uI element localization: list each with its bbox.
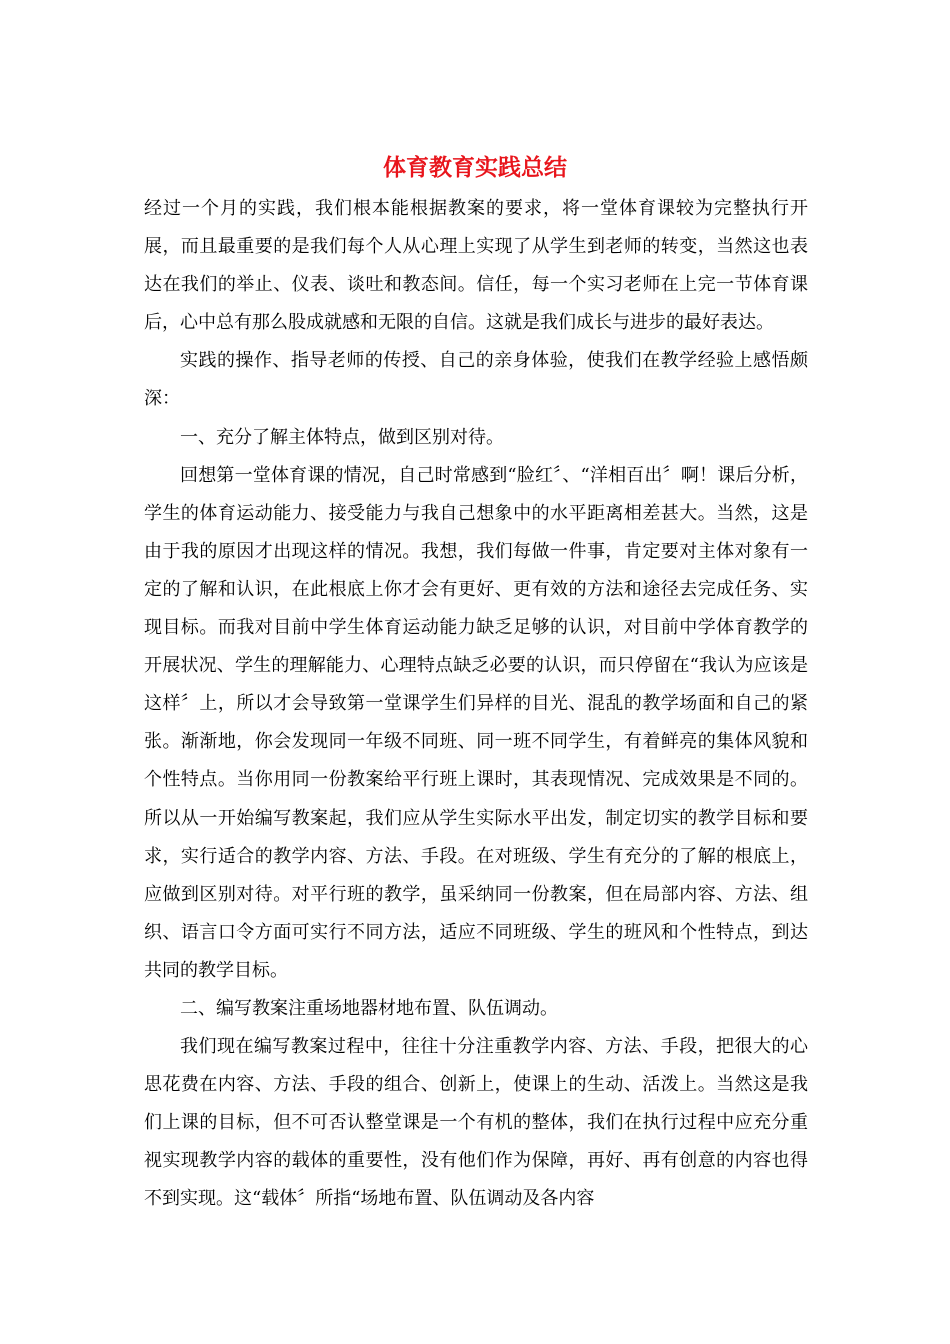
document-body — [144, 190, 808, 1219]
section-heading: 一、充分了解主体特点，做到区别对待。 — [180, 426, 504, 448]
paragraph: 经过一个月的实践，我们根本能根据教案的要求，将一堂体育课较为完整执行开展，而且最重要的是我们每个人从心理上实现了从学生到老师的转变，当然这也表达在我们的举止、仪表、谈吐和教态间。信任，每一个实习老师在上完一节体育课后，心中总有那么股成就感和无限的自信。这就是我们成长与进步的最好表达。 — [144, 198, 808, 334]
document-title: 体育教育实践总结 — [383, 154, 567, 181]
section-heading: 二、编写教案注重场地器材地布置、队伍调动。 — [180, 997, 558, 1019]
paragraph: 我们现在编写教案过程中，往往十分注重教学内容、方法、手段，把很大的心思花费在内容、方法、手段的组合、创新上，使课上的生动、活泼上。当然这是我们上课的目标，但不可否认整堂课是一个有机的整体，我们在执行过程中应充分重视实现教学内容的载体的重要性，没有他们作为保障，再好、再有创意的内容也得不到实现。这“载体〞所指“场地布置、队伍调动及各内容 — [144, 1036, 808, 1210]
paragraph: 回想第一堂体育课的情况，自己时常感到“脸红〞、“洋相百出〞啊！课后分析，学生的体育运动能力、接受能力与我自己想象中的水平距离相差甚大。当然，这是由于我的原因才出现这样的情况。我想，我们每做一件事，肯定要对主体对象有一定的了解和认识，在此根底上你才会有更好、更有效的方法和途径去完成任务、实现目标。而我对目前中学生体育运动能力缺乏足够的认识，对目前中学体育教学的开展状况、学生的理解能力、心理特点缺乏必要的认识，而只停留在“我认为应该是这样〞上，所以才会导致第一堂课学生们异样的目光、混乱的教学场面和自己的紧张。渐渐地，你会发现同一年级不同班、同一班不同学生，有着鲜亮的集体风貌和个性特点。当你用同一份教案给平行班上课时，其表现情况、完成效果是不同的。所以从一开始编写教案起，我们应从学生实际水平出发，制定切实的教学目标和要求，实行适合的教学内容、方法、手段。在对班级、学生有充分的了解的根底上，应做到区别对待。对平行班的教学，虽采纳同一份教案，但在局部内容、方法、组织、语言口令方面可实行不同方法，适应不同班级、学生的班风和个性特点，到达共同的教学目标。 — [144, 464, 808, 981]
paragraph: 实践的操作、指导老师的传授、自己的亲身体验，使我们在教学经验上感悟颇深： — [144, 350, 808, 410]
